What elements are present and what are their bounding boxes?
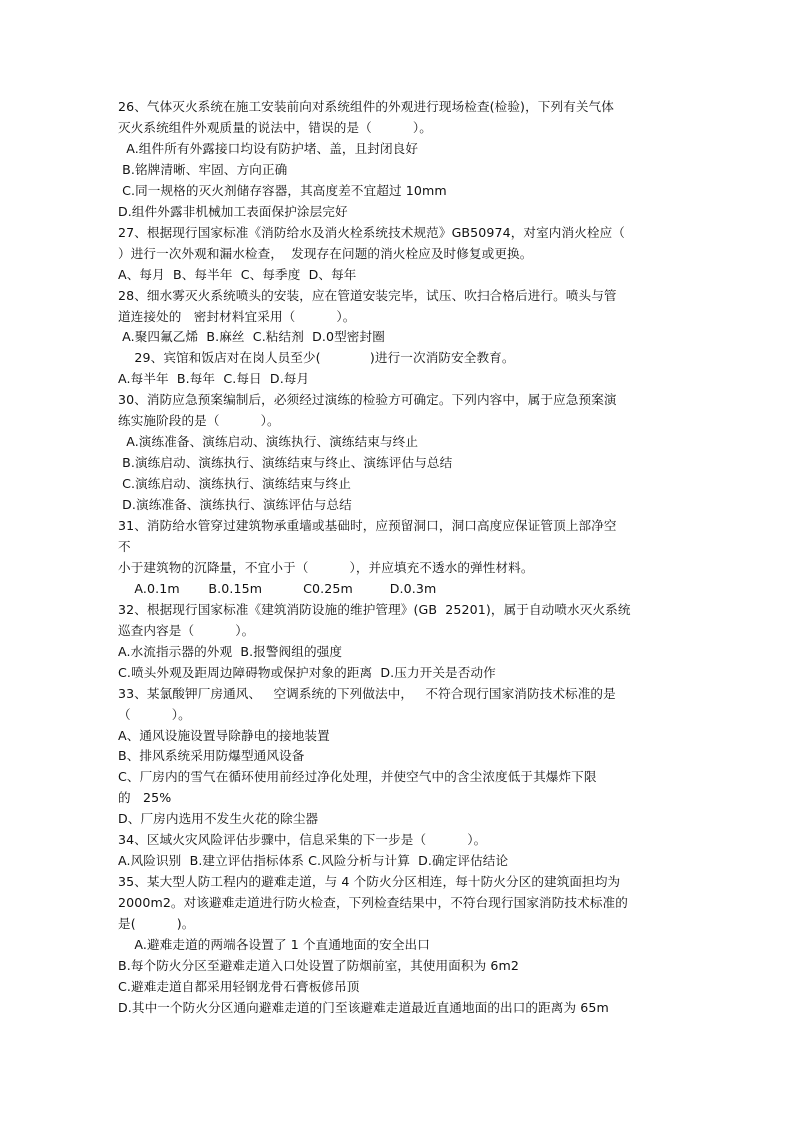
text-line: 28、细水雾灭火系统喷头的安装，应在管道安装完毕，试压、吹扫合格后进行。喷头与管 bbox=[118, 287, 617, 303]
text-line: A.演练准备、演练启动、演练执行、演练结束与终止 bbox=[118, 434, 419, 450]
text-line: 道连接处的 密封材料宜采用（ ）。 bbox=[118, 308, 356, 324]
text-line: 34、区域火灾风险评估步骤中，信息采集的下一步是（ ）。 bbox=[118, 832, 487, 848]
text-line: 27、根据现行国家标准《消防给水及消火栓系统技术规范》GB50974，对室内消火栓应（ bbox=[118, 224, 625, 240]
text-line: A.0.1m B.0.15m C0.25m D.0.3m bbox=[118, 580, 437, 596]
text-line: D.其中一个防火分区通向避难走道的门至该避难走道最近直通地面的出口的距离为 65m bbox=[118, 999, 609, 1015]
text-line: （ ）。 bbox=[118, 706, 191, 722]
text-line: A.每半年 B.每年 C.每日 D.每月 bbox=[118, 371, 310, 387]
text-line: C.同一规格的灭火剂储存容器，其高度差不宜超过 10mm bbox=[118, 182, 447, 198]
text-line: 26、气体灭火系统在施工安装前向对系统组件的外观进行现场检查(检验)，下列有关气体 bbox=[118, 99, 614, 114]
text-line: C.避难走道自都采用轻钢龙骨石膏板偐吊顶 bbox=[118, 978, 360, 994]
text-line: C、厂房内的雪气在循环使用前经过净化处理，并使空气中的含尘浓度低于其爆炸下限 bbox=[118, 769, 597, 785]
text-line: A.水流指示器的外观 B.报警阀组的强度 bbox=[118, 643, 343, 659]
text-line: 35、某大型人防工程内的避难走道，与 4 个防火分区相连，每十防火分区的建筑面担均为 bbox=[118, 874, 621, 890]
text-line: 33、某氯酸钾厂房通风、 空调系统的下列做法中， 不符合现行国家消防技术标准的是 bbox=[118, 685, 616, 701]
text-line: 巡查内容是（ ）。 bbox=[118, 622, 255, 638]
text-line: 的 25% bbox=[118, 790, 172, 806]
text-line: 29、宾馆和饭店对在岗人员至少( )进行一次消防安全教育。 bbox=[118, 350, 515, 366]
text-line: C.喷头外观及距周边障碍物或保护对象的距离 D.压力开关是否动作 bbox=[118, 664, 496, 680]
text-line: 是( )。 bbox=[118, 916, 195, 932]
text-line: B.铭牌清晰、牢固、方向正确 bbox=[118, 161, 288, 177]
text-line: A.避难走道的两端各设置了 1 个直通地面的安全出口 bbox=[118, 937, 430, 952]
text-line: A.聚四氟乙烯 B.麻丝 C.粘结剂 D.0型密封圈 bbox=[118, 329, 385, 345]
text-line: B.每个防火分区至避难走道入口处设置了防烟前室，其使用面积为 6m2 bbox=[118, 957, 519, 973]
text-line: 30、消防应急预案编制后，必须经过演练的检验方可确定。下列内容中，属于应急预案演 bbox=[118, 392, 617, 408]
text-line: B.演练启动、演练执行、演练结束与终止、演练评估与总结 bbox=[118, 455, 453, 471]
text-line: B、排风系统采用防爆型通风设备 bbox=[118, 748, 305, 764]
text-line: A.组件所有外露接口均设有防护堵、盖，且封闭良好 bbox=[118, 140, 419, 156]
text-line: D.组件外露非机械加工表面保护涂层完好 bbox=[118, 203, 348, 219]
text-line: A、通风设施设置导除静电的接地装置 bbox=[118, 727, 330, 743]
text-line: 不 bbox=[118, 538, 131, 554]
text-line: D.演练准备、演练执行、演练评估与总结 bbox=[118, 497, 352, 513]
text-line: 31、消防给水管穿过建筑物承重墙或基础时，应预留洞口，洞口高度应保证管顶上部净空 bbox=[118, 518, 617, 533]
text-line: 练实施阶段的是（ ）。 bbox=[118, 413, 280, 429]
text-line: A、每月 B、每半年 C、每季度 D、每年 bbox=[118, 266, 357, 282]
text-line: D、厂房内选用不发生火花的除尘器 bbox=[118, 811, 319, 827]
text-line: 灭火系统组件外观质量的说法中，错误的是（ ）。 bbox=[118, 119, 432, 135]
text-line: C.演练启动、演练执行、演练结束与终止 bbox=[118, 476, 351, 492]
text-line: 小于建筑物的沉降量，不宜小于（ ），并应填充不透水的弹性材料。 bbox=[118, 559, 534, 575]
text-line: ）进行一次外观和漏水检查， 发现存在问题的消火栓应及时修复或更换。 bbox=[118, 245, 533, 261]
text-line: 32、根据现行国家标准《建筑消防设施的维护管理》(GB 25201)，属于自动喷水灭火系统 bbox=[118, 601, 631, 617]
text-line: A.风险识别 B.建立评估指标体系 C.风险分析与计算 D.确定评估结论 bbox=[118, 853, 509, 869]
text-line: 2000m2。对该避难走道进行防火检查，下列检查结果中，不符台现行国家消防技术标准的 bbox=[118, 895, 628, 911]
